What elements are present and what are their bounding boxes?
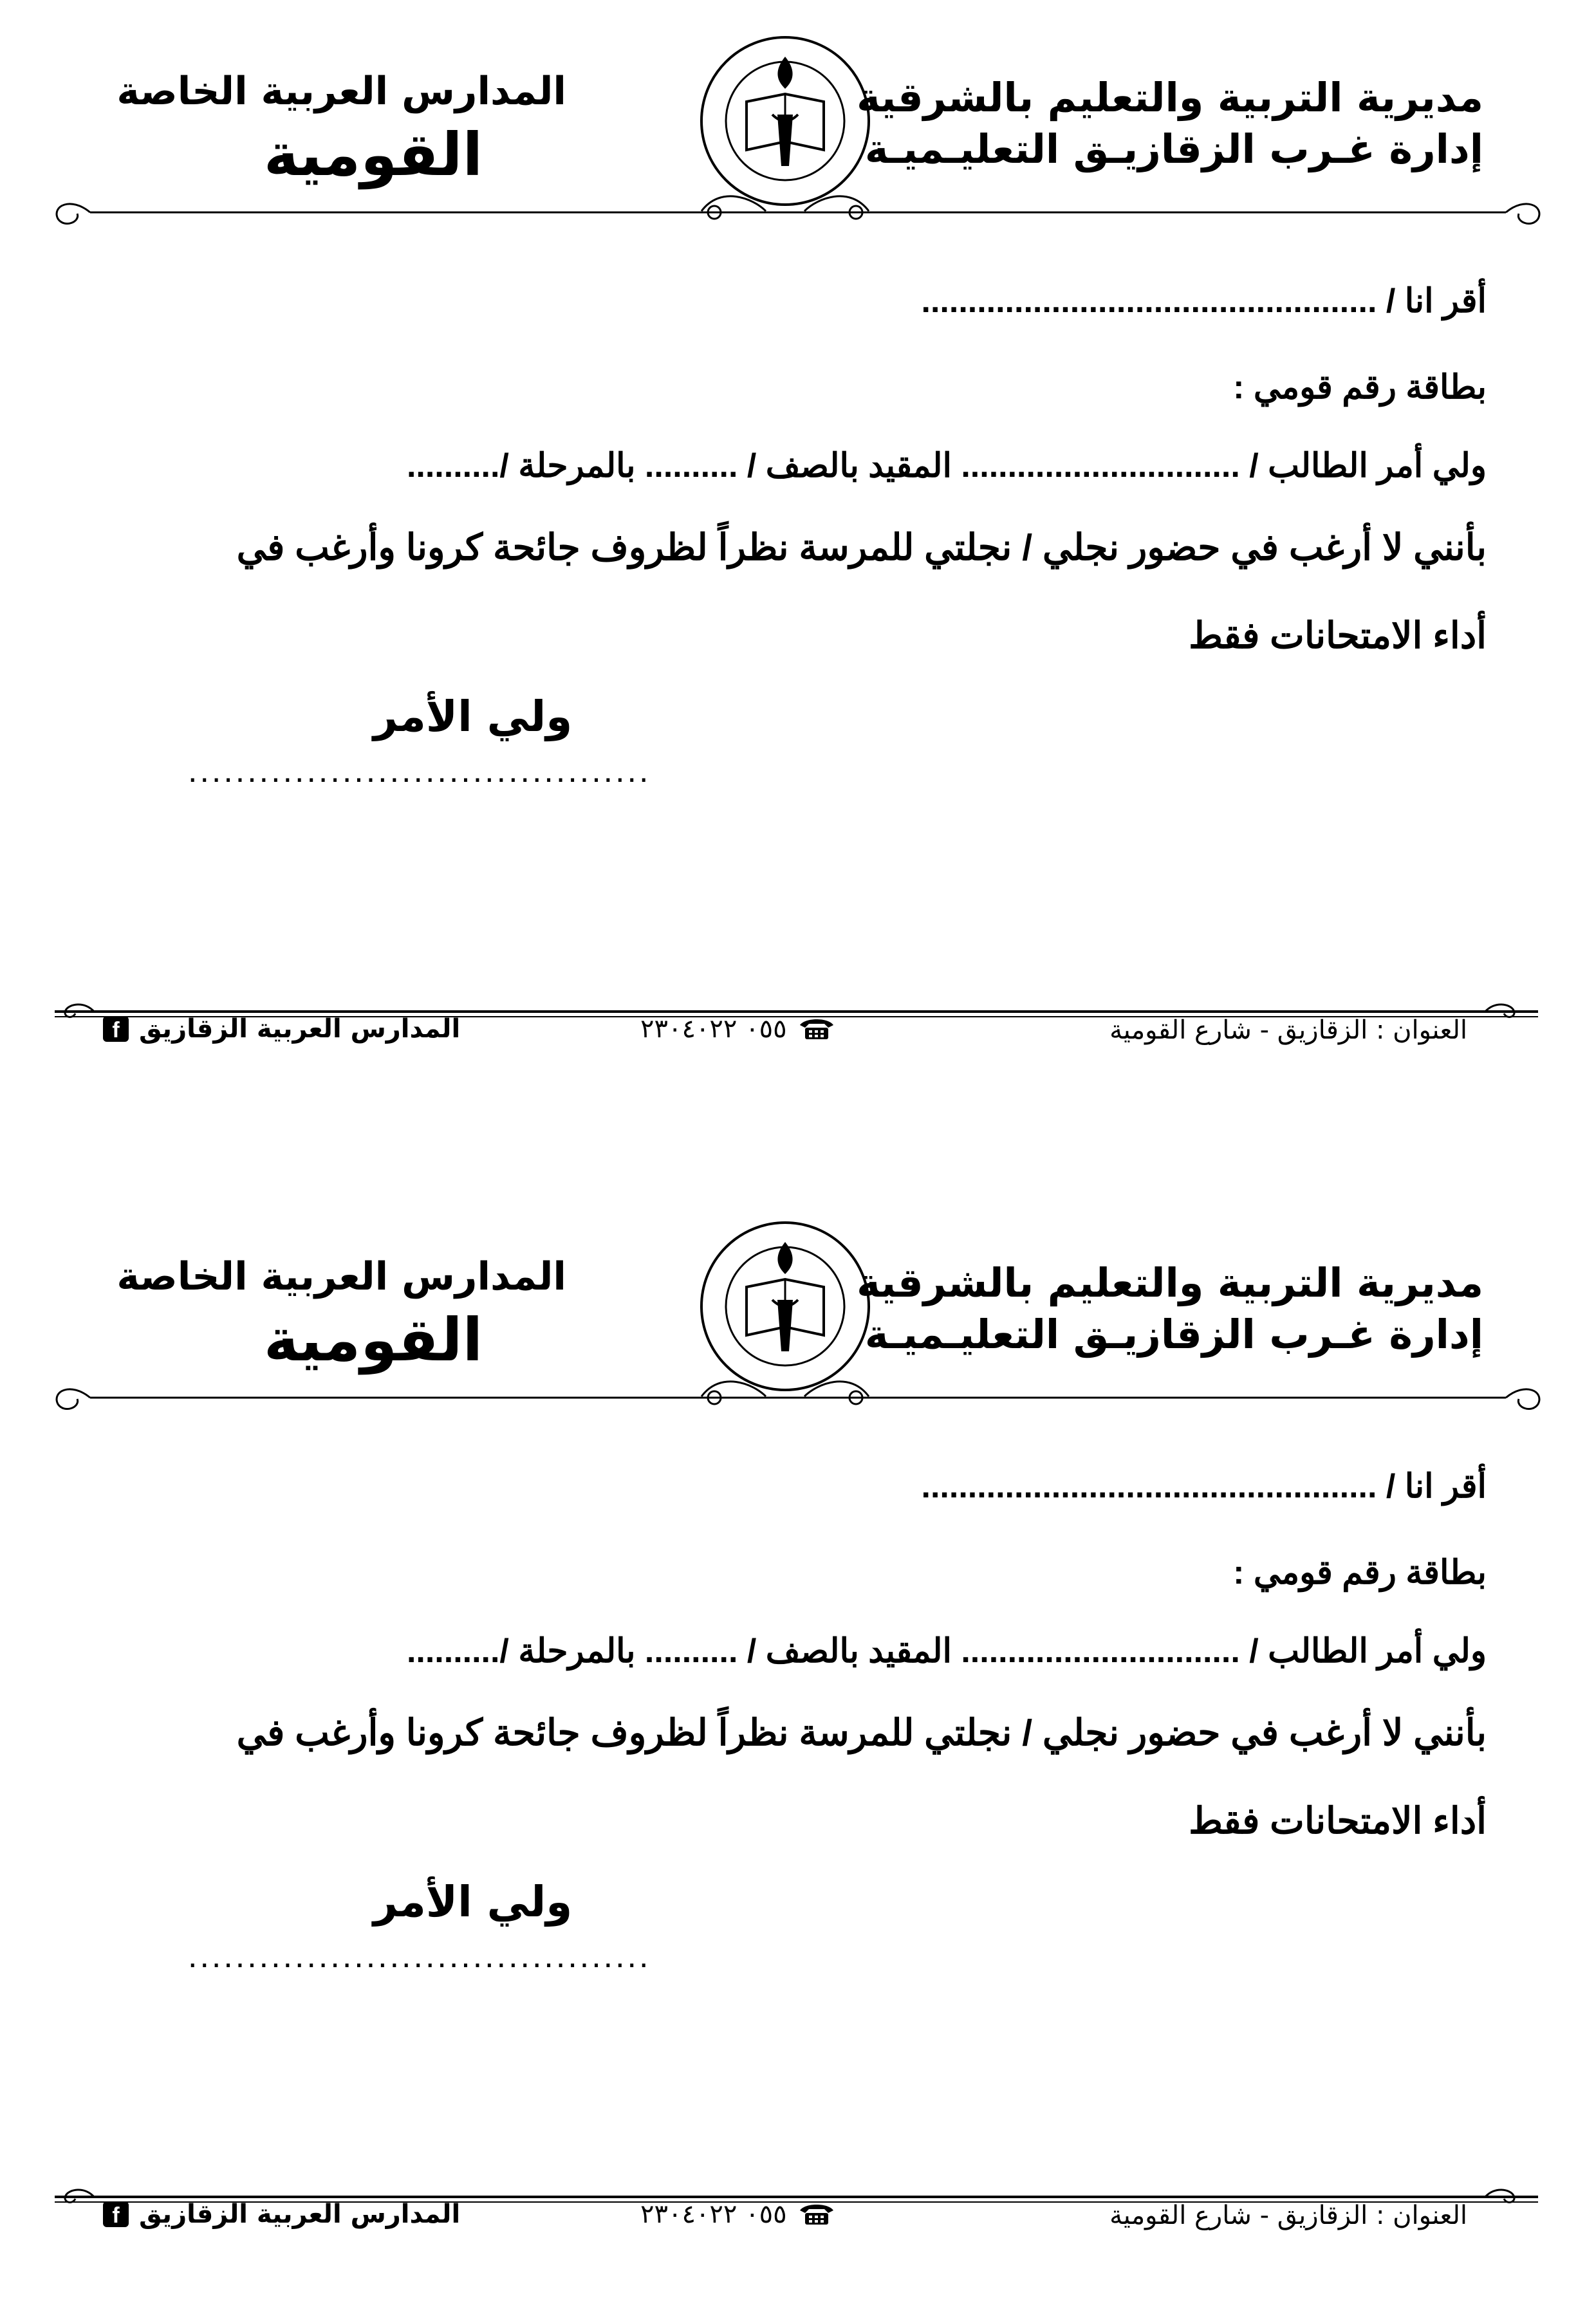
- footer-address: العنوان : الزقازيق - شارع القومية: [1109, 1015, 1467, 1045]
- footer-address: العنوان : الزقازيق - شارع القومية: [1109, 2201, 1467, 2230]
- guardian-student-line: ولي أمر الطالب / .............................. المقيد بالصف / .......... بالمرحلة /..........: [406, 447, 1487, 485]
- phone-number: ٠٥٥ ٢٣٠٤٠٢٢: [640, 2199, 787, 2229]
- administration-title: إدارة غـرب الزقازيـق التعليـميـة: [864, 125, 1483, 172]
- guardian-student-line: ولي أمر الطالب / .............................. المقيد بالصف / .......... بالمرحلة /..........: [406, 1633, 1487, 1670]
- directorate-title: مديرية التربية والتعليم بالشرقية: [857, 1259, 1483, 1306]
- declaration-text-line: بأنني لا أرغب في حضور نجلي / نجلتي للمرسة نظراً لظروف جائحة كرونا وأرغب في: [236, 527, 1487, 568]
- declaration-text-end: أداء الامتحانات فقط: [1189, 615, 1487, 656]
- directorate-title: مديرية التربية والتعليم بالشرقية: [857, 74, 1483, 121]
- signature-title: ولي الأمر: [373, 1877, 573, 1927]
- header-authority: [857, 1257, 1483, 1360]
- declaration-text-end: أداء الامتحانات فقط: [1189, 1800, 1487, 1842]
- declaration-name-line: أقر انا / .................................................: [921, 1468, 1487, 1505]
- footer-ornament-left: [59, 1001, 98, 1020]
- declaration-text-line: بأنني لا أرغب في حضور نجلي / نجلتي للمرسة نظراً لظروف جائحة كرونا وأرغب في: [236, 1712, 1487, 1754]
- facebook-icon: f: [103, 1016, 129, 1042]
- footer-phone: [640, 1014, 835, 1044]
- footer-facebook: [103, 1014, 460, 1044]
- footer-phone: [640, 2199, 835, 2229]
- header-divider: [45, 1378, 1551, 1417]
- facebook-page-name: المدارس العربية الزقازيق: [139, 2199, 461, 2229]
- signature-title: ولي الأمر: [373, 692, 573, 741]
- telephone-icon: [799, 2203, 835, 2226]
- school-type: المدارس العربية الخاصة: [116, 69, 566, 114]
- phone-number: ٠٥٥ ٢٣٠٤٠٢٢: [640, 1014, 787, 1044]
- header-divider: [45, 193, 1551, 232]
- form-copy-bottom: [0, 1185, 1596, 2314]
- header-school: [116, 1251, 566, 1378]
- form-copy-top: [0, 0, 1596, 1129]
- facebook-icon: f: [103, 2201, 129, 2227]
- header-authority: [857, 72, 1483, 175]
- signature-line: .......................................: [188, 1938, 651, 1975]
- national-id-line: بطاقة رقم قومي :: [1233, 1554, 1487, 1591]
- footer-ornament-right: [1481, 2186, 1520, 2205]
- national-id-line: بطاقة رقم قومي :: [1233, 369, 1487, 406]
- declaration-name-line: أقر انا / .................................................: [921, 282, 1487, 320]
- footer-ornament-right: [1481, 1001, 1520, 1020]
- school-name: القومية: [263, 120, 483, 189]
- school-name: القومية: [263, 1306, 483, 1375]
- facebook-page-name: المدارس العربية الزقازيق: [139, 1014, 461, 1044]
- footer-facebook: [103, 2199, 460, 2229]
- signature-line: .......................................: [188, 752, 651, 790]
- school-type: المدارس العربية الخاصة: [116, 1254, 566, 1299]
- administration-title: إدارة غـرب الزقازيـق التعليـميـة: [864, 1311, 1483, 1358]
- header-school: [116, 66, 566, 193]
- footer-ornament-left: [59, 2186, 98, 2205]
- telephone-icon: [799, 1017, 835, 1041]
